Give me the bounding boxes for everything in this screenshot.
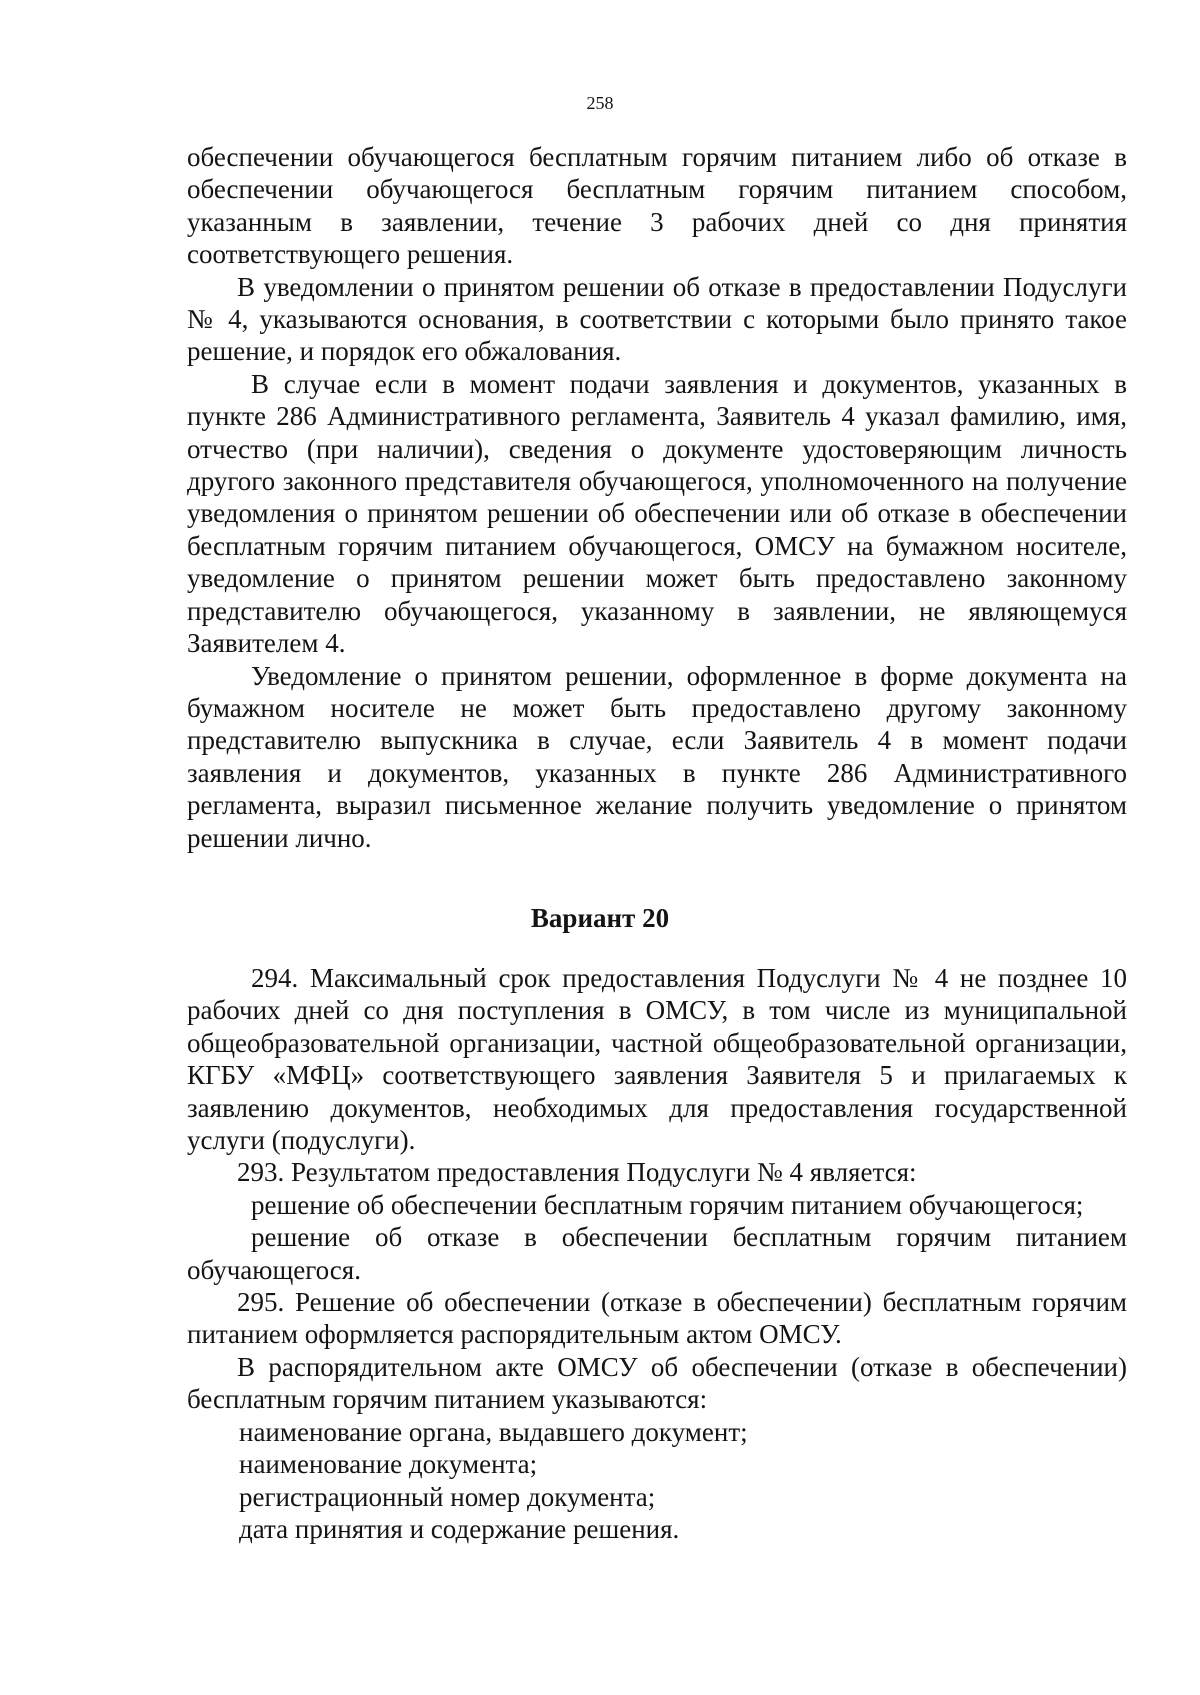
paragraph: решение об отказе в обеспечении бесплатным горячим питанием обучающегося. <box>187 1222 1127 1285</box>
paragraph: 294. Максимальный срок предоставления Подуслуги № 4 не позднее 10 рабочих дней со дня поступления в ОМСУ, в том числе из муниципальной общеобразовательной организации, частной общеобразовательной организации, КГБУ «МФЦ» соответствующего заявления Заявителя 5 и прилагаемых к заявлению документов, необходимых для предоставления государственной услуги (подуслуги). <box>187 963 1127 1156</box>
paragraph: 295. Решение об обеспечении (отказе в обеспечении) бесплатным горячим питанием оформляется распорядительным актом ОМСУ. <box>187 1287 1127 1350</box>
paragraph: В случае если в момент подачи заявления и документов, указанных в пункте 286 Административного регламента, Заявитель 4 указал фамилию, имя, отчество (при наличии), сведения о документе удостоверяющим личность другого законного представителя обучающегося, уполномоченного на получение уведомления о принятом решении об обеспечении или об отказе в обеспечении бесплатным горячим питанием обучающегося, ОМСУ на бумажном носителе, уведомление о принятом решении может быть предоставлено законному представителю обучающегося, указанному в заявлении, не являющемуся Заявителем 4. <box>187 368 1127 659</box>
list-item: наименование документа; <box>239 1449 538 1480</box>
page-number: 258 <box>586 93 614 113</box>
section-heading: Вариант 20 <box>530 903 670 933</box>
list-item: регистрационный номер документа; <box>239 1481 656 1512</box>
section-2-body <box>187 962 1127 1545</box>
paragraph: В уведомлении о принятом решении об отказе в предоставлении Подуслуги № 4, указываются основания, в соответствии с которыми было принято такое решение, и порядок его обжалования. <box>187 271 1127 367</box>
list-item: наименование органа, выдавшего документ; <box>239 1416 748 1447</box>
paragraph: В распорядительном акте ОМСУ об обеспечении (отказе в обеспечении) бесплатным горячим питанием указываются: <box>187 1351 1127 1415</box>
paragraph: решение об обеспечении бесплатным горячим питанием обучающегося; <box>251 1189 1084 1220</box>
list-item: дата принятия и содержание решения. <box>239 1513 680 1544</box>
section-1-body <box>187 141 1127 854</box>
paragraph: обеспечении обучающегося бесплатным горячим питанием либо об отказе в обеспечении обучающегося бесплатным горячим питанием способом, указанным в заявлении, течение 3 рабочих дней со дня принятия соответствующего решения. <box>187 142 1127 270</box>
paragraph: 293. Результатом предоставления Подуслуги № 4 является: <box>237 1157 917 1188</box>
paragraph: Уведомление о принятом решении, оформленное в форме документа на бумажном носителе не может быть предоставлено другому законному представителю выпускника в случае, если Заявитель 4 в момент подачи заявления и документов, указанных в пункте 286 Административного регламента, выразил письменное желание получить уведомление о принятом решении лично. <box>187 660 1127 853</box>
